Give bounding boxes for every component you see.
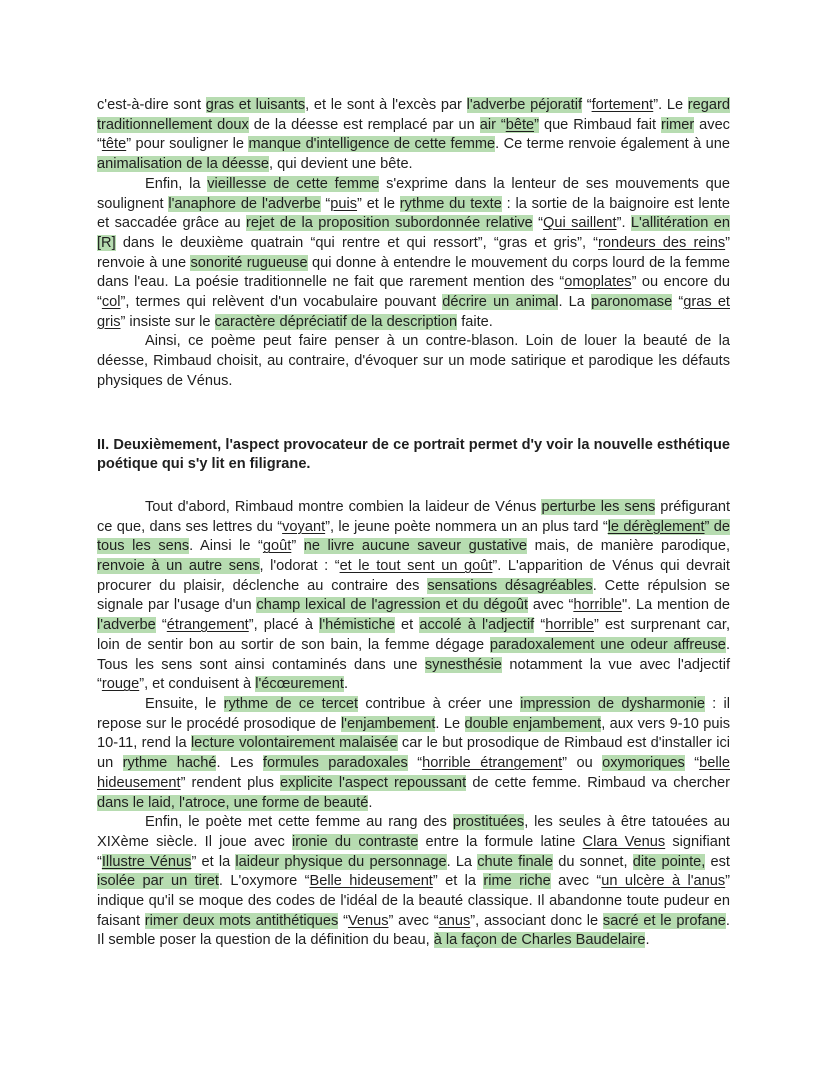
text-run: avec “: [550, 873, 602, 890]
text-run: de cette femme. Rimbaud va chercher: [466, 774, 731, 791]
text-run: ”, placé à: [248, 617, 320, 634]
document-page: [97, 96, 730, 951]
highlighted-text: bête: [505, 116, 535, 133]
highlighted-text: décrire un animal: [442, 294, 559, 311]
highlighted-text: chute finale: [477, 853, 554, 870]
highlighted-text: double enjambement: [464, 715, 602, 732]
highlighted-text: à la façon de Charles Baudelaire: [433, 932, 646, 949]
text-run: est: [705, 853, 730, 870]
highlighted-text: l'écœurement: [255, 676, 344, 693]
text-run: . Le: [435, 715, 465, 732]
text-run: entre la formule latine: [418, 833, 583, 850]
highlighted-text: rythme de ce tercet: [223, 695, 359, 712]
text-run: notamment la vue avec l'adjectif “: [97, 656, 731, 693]
underlined-quote: horrible: [545, 617, 594, 634]
text-run: ” rendent plus: [180, 774, 281, 791]
text-run: ". La mention de: [622, 597, 730, 614]
text-run: ”: [291, 538, 304, 555]
highlighted-text: Illustre Vénus: [101, 853, 192, 870]
text-run: , l'odorat : “: [259, 558, 340, 575]
text-run: ”. Le: [653, 97, 688, 113]
highlighted-text: ” de tous les sens: [97, 518, 730, 555]
underlined-quote: Clara Venus: [582, 833, 666, 850]
text-run: . Il semble poser la question de la définition du beau,: [97, 912, 730, 949]
text-run: ” insiste sur le: [120, 313, 215, 330]
highlighted-text: accolé à l'adjectif: [419, 617, 535, 634]
highlighted-text: L'allitération en [R]: [97, 215, 730, 251]
highlighted-text: sensations désagréables: [427, 577, 593, 594]
underlined-quote: puis: [330, 195, 358, 212]
highlighted-text: impression de dysharmonie: [520, 695, 705, 712]
text-run: ”, termes qui relèvent d'un vocabulaire pouvant: [120, 294, 443, 311]
text-run: ”, et conduisent à: [139, 676, 256, 693]
text-run: “: [320, 195, 331, 212]
underlined-quote: horrible étrangement: [422, 755, 563, 772]
text-run: Ensuite, le: [145, 695, 224, 712]
text-run: du sonnet,: [553, 853, 633, 870]
underlined-quote: un ulcère à l'anus: [601, 873, 726, 890]
text-run: ”.: [616, 215, 631, 232]
text-run: préfigurant ce que, dans ses lettres du “: [97, 498, 730, 535]
underlined-quote: col: [101, 294, 121, 311]
text-run: avec “: [528, 597, 574, 614]
text-run: faite.: [457, 313, 493, 330]
text-run: “: [582, 97, 592, 113]
underlined-quote: étrangement: [166, 617, 249, 634]
section-2-body: [97, 498, 730, 951]
text-run: car le but prosodique de Rimbaud est d'installer ici un: [97, 735, 730, 772]
highlighted-text: explicite l'aspect repoussant: [280, 774, 467, 791]
underlined-quote: omoplates: [564, 274, 632, 291]
text-run: . La: [558, 294, 592, 311]
highlighted-text: rimer deux mots antithétiques: [144, 912, 339, 929]
highlighted-text: sacré et le profane: [602, 912, 726, 929]
highlighted-text: champ lexical de l'agression et du dégoût: [256, 597, 529, 614]
text-run: de la déesse est remplacé par un: [248, 116, 480, 133]
text-run: c'est-à-dire sont: [97, 97, 206, 113]
text-run: “: [534, 617, 546, 634]
paragraph: [97, 96, 730, 175]
text-run: ” et la: [191, 853, 236, 870]
highlighted-text: rejet de la proposition subordonnée relative: [246, 215, 533, 232]
underlined-quote: belle hideusement: [97, 755, 730, 791]
paragraph: [97, 175, 730, 333]
text-run: Ainsi, ce poème peut faire penser à un contre-blason. Loin de louer la beauté de la déesse, Rimbaud choisit, au contraire, d'évoquer sur un mode satirique et parodique les défauts physiques de Vénus.: [97, 333, 730, 389]
text-run: s'exprime dans la lenteur de ses mouvements que soulignent: [97, 175, 730, 212]
text-run: ” pour souligner le: [126, 136, 249, 153]
text-run: ” indique qu'il se moque des codes de l'idéal de la beauté classique. Il abandonne toute pudeur en faisant: [97, 873, 731, 929]
text-run: .: [368, 794, 373, 811]
highlighted-text: formules paradoxales: [262, 755, 408, 772]
text-run: . Tous les sens sont ainsi contaminés dans une: [97, 636, 730, 673]
text-run: “: [338, 912, 348, 929]
highlighted-text: rythme haché: [122, 755, 217, 772]
text-run: , aux vers 9-10 puis 10-11, rend la: [97, 715, 730, 752]
text-run: : la sortie de la baignoire est lente et saccadée grâce au: [97, 195, 730, 232]
text-run: . Ainsi le “: [189, 538, 263, 555]
text-run: ” ou encore du “: [97, 274, 730, 311]
text-run: ”, le jeune poète nommera un an plus tard “: [325, 518, 608, 535]
text-run: , et le sont à l'excès par: [305, 97, 467, 113]
highlighted-text: rime riche: [483, 873, 551, 890]
text-run: qui donne à entendre le mouvement du corps lourd de la femme dans l'eau. La poésie traditionnelle ne fait que rarement mention des “: [97, 254, 731, 291]
underlined-quote: Venus: [347, 912, 389, 929]
paragraph: [97, 695, 730, 813]
text-run: : il repose sur le procédé prosodique de: [97, 695, 730, 732]
text-run: avec “: [97, 116, 730, 153]
underlined-quote: horrible: [573, 597, 623, 614]
text-run: “: [672, 294, 684, 311]
text-run: .: [645, 932, 650, 949]
text-run: . Les: [216, 755, 263, 772]
text-run: ” et le: [357, 195, 400, 212]
text-run: “: [155, 617, 167, 634]
paragraph: [97, 332, 730, 391]
text-run: et: [394, 617, 420, 634]
highlighted-text: le dérèglement: [607, 518, 705, 535]
highlighted-text: perturbe les sens: [541, 498, 656, 515]
highlighted-text: ne livre aucune saveur gustative: [303, 538, 528, 555]
highlighted-text: prostituées: [452, 814, 525, 831]
text-run: . Ce terme renvoie également à une: [495, 136, 730, 153]
text-run: ” est surprenant car, loin de sentir bon au sortir de son bain, la femme dégage: [97, 617, 730, 653]
highlighted-text: dite pointe,: [632, 853, 706, 870]
highlighted-text: gras et luisants: [205, 97, 306, 113]
highlighted-text: l'hémistiche: [319, 617, 395, 634]
underlined-quote: fortement: [591, 97, 654, 113]
highlighted-text: vieillesse de cette femme: [207, 175, 380, 192]
text-run: mais, de manière parodique,: [527, 538, 731, 555]
text-run: . Cette répulsion se signale par l'usage d'un: [97, 577, 730, 614]
text-run: dans le deuxième quatrain “qui rentre et qui ressort”, “gras et gris”, “: [115, 234, 599, 251]
text-run: ” ou: [562, 755, 603, 772]
highlighted-text: ironie du contraste: [292, 833, 419, 850]
underlined-quote: rouge: [101, 676, 140, 693]
text-run: “: [532, 215, 544, 232]
highlighted-text: sonorité rugueuse: [190, 254, 308, 271]
highlighted-text: paronomase: [591, 294, 673, 311]
highlighted-text: regard traditionnellement doux: [97, 97, 730, 133]
highlighted-text: air “: [479, 116, 506, 133]
highlighted-text: synesthésie: [424, 656, 502, 673]
highlighted-text: l'enjambement: [340, 715, 436, 732]
section-2-heading: II. Deuxièmement, l'aspect provocateur de ce portrait permet d'y voir la nouvelle esthétique poétique qui s'y lit en filigrane.: [97, 436, 730, 473]
highlighted-text: l'adverbe péjoratif: [466, 97, 583, 113]
paragraph: [97, 813, 730, 951]
text-run: “: [407, 755, 423, 772]
text-run: ” et la: [432, 873, 484, 890]
text-run: que Rimbaud fait: [539, 116, 661, 133]
highlighted-text: dans le laid, l'atroce, une forme de beauté: [97, 794, 369, 811]
highlighted-text: lecture volontairement malaisée: [190, 735, 398, 752]
text-run: ”. L'apparition de Vénus qui devrait procurer du plaisir, déclenche au contraire des: [97, 558, 730, 594]
underlined-quote: gras et gris: [97, 294, 730, 330]
underlined-quote: et le tout sent un goût: [339, 558, 493, 575]
text-run: ”, associant donc le: [470, 912, 603, 929]
text-run: . L'oxymore “: [218, 873, 310, 890]
highlighted-text: laideur physique du personnage: [235, 853, 447, 870]
highlighted-text: rythme du texte: [399, 195, 502, 212]
text-run: Tout d'abord, Rimbaud montre combien la laideur de Vénus: [145, 498, 542, 515]
underlined-quote: Qui saillent: [543, 215, 617, 232]
highlighted-text: paradoxalement une odeur affreuse: [489, 636, 726, 653]
highlighted-text: rimer: [660, 116, 695, 133]
text-run: “: [684, 755, 700, 772]
text-run: , les seules à être tatouées au XIXème siècle. Il joue avec: [97, 814, 730, 850]
paragraph: [97, 498, 730, 695]
text-run: Enfin, la: [145, 175, 208, 192]
underlined-quote: rondeurs des reins: [598, 234, 726, 251]
underlined-quote: tête: [101, 136, 127, 153]
highlighted-text: renvoie à un autre sens: [97, 558, 260, 575]
text-run: , qui devient une bête.: [269, 156, 413, 173]
text-run: . La: [446, 853, 478, 870]
text-run: ” renvoie à une: [97, 234, 730, 271]
section-1-body: [97, 96, 730, 392]
text-run: signifiant “: [97, 833, 730, 870]
underlined-quote: voyant: [282, 518, 326, 535]
highlighted-text: isolée par un tiret: [97, 873, 219, 890]
text-run: ” avec “: [388, 912, 439, 929]
highlighted-text: l'adverbe: [97, 617, 156, 634]
underlined-quote: anus: [438, 912, 471, 929]
highlighted-text: caractère dépréciatif de la description: [214, 313, 458, 330]
highlighted-text: l'anaphore de l'adverbe: [168, 195, 321, 212]
highlighted-text: oxymoriques: [602, 755, 685, 772]
highlighted-text: ”: [534, 116, 540, 133]
highlighted-text: manque d'intelligence de cette femme: [248, 136, 496, 153]
text-run: Enfin, le poète met cette femme au rang des: [145, 814, 453, 831]
underlined-quote: goût: [262, 538, 292, 555]
text-run: .: [343, 676, 349, 693]
text-run: contribue à créer une: [358, 695, 521, 712]
highlighted-text: animalisation de la déesse: [97, 156, 269, 173]
underlined-quote: Belle hideusement: [309, 873, 433, 890]
